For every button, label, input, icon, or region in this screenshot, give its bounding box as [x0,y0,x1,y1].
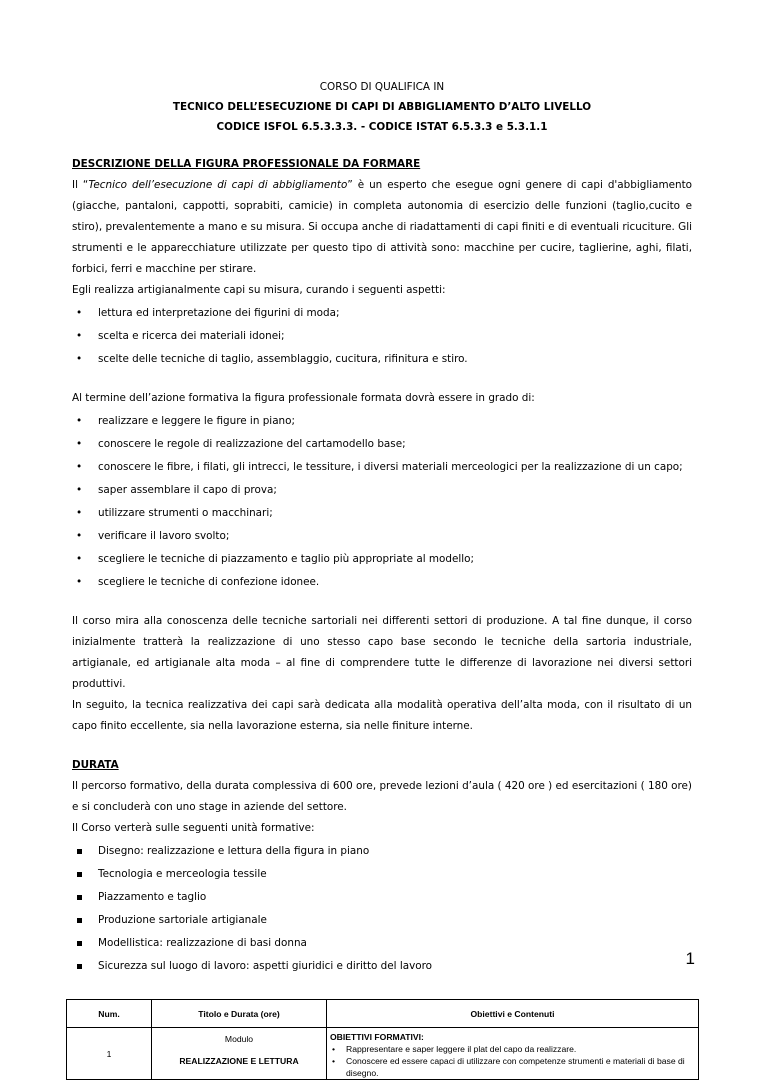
list-item [72,434,692,455]
list-item [72,526,692,547]
list-item-text: Tecnologia e merceologia tessile [98,868,267,880]
list-item-text: realizzare e leggere le figure in piano; [98,415,296,427]
bullet-icon: • [76,576,83,588]
list-item-text: scelta e ricerca dei materiali idonei; [98,330,285,342]
header-title: Titolo e Durata (ore) [152,1000,327,1028]
description-heading: DESCRIZIONE DELLA FIGURA PROFESSIONALE DA FORMARE [72,158,421,170]
list-item [72,887,692,908]
list-item [72,933,692,954]
table-row [67,1028,699,1080]
row-modulo: Modulo [224,1034,254,1044]
list-item-text: scegliere le tecniche di piazzamento e taglio più appropriate al modello; [98,553,475,565]
square-bullet-icon [77,895,82,900]
description-paragraph-4: Il corso mira alla conoscenza delle tecniche sartoriali nei differenti settori di produzione. A tal fine dunque, il corso inizialmente tratterà la realizzazione di uno stesso capo base secondo le tecniche della sartoria industriale, artigianale, ed artigianale alta moda – al fine di comprendere tutte le differenze di lavorazione nei diversi settori produttivi. [72,615,692,690]
list-item [72,956,692,977]
square-bullet-icon [77,964,82,969]
list-item [72,457,692,478]
list-item [72,303,692,324]
units-list [72,841,692,977]
row-title: REALIZZAZIONE E LETTURA [179,1056,299,1066]
bullet-icon: • [76,330,83,342]
header-objectives: Obiettivi e Contenuti [327,1000,699,1028]
bullet-icon: • [76,353,83,365]
square-bullet-icon [77,872,82,877]
description-paragraph-3: Al termine dell’azione formativa la figura professionale formata dovrà essere in grado di: [72,392,535,404]
description-paragraph-5: In seguito, la tecnica realizzativa dei capi sarà dedicata alla modalità operativa dell’alta moda, con il risultato di un capo finito eccellente, sia nella lavorazione esterna, sia nelle finiture interne. [72,699,692,732]
p1-post: ” è un esperto che esegue ogni genere di capi d'abbigliamento (giacche, pantaloni, cappotti, soprabiti, camicie) in completa autonomia di esercizio delle funzioni (taglio,cucito e stiro), prevalentemente a mano e su misura. Si occupa anche di riadattamenti di capi finiti e di eventuali ricuciture. Gli strumenti e le apparecchiature utilizzate per questo tipo di attività sono: macchine per cucire, taglierine, aghi, filati, forbici, ferri e macchine per stirare. [72,179,692,275]
list-item [72,549,692,570]
row-objectives-cell [327,1028,699,1080]
square-bullet-icon [77,918,82,923]
list-item [72,572,692,593]
list-item-text: utilizzare strumenti o macchinari; [98,507,273,519]
list-item [72,841,692,862]
skills-list [72,411,692,593]
description-paragraph-1 [72,175,692,280]
aspects-list [72,303,692,370]
list-item-text: Produzione sartoriale artigianale [98,914,267,926]
list-item-text: Piazzamento e taglio [98,891,207,903]
row-num: 1 [67,1028,152,1080]
list-item-text: lettura ed interpretazione dei figurini di moda; [98,307,340,319]
list-item-text: Conoscere ed essere capaci di utilizzare con competenze strumenti e materiali di base di disegno. [346,1056,685,1078]
p1-emphasis: Tecnico dell’esecuzione di capi di abbigliamento [88,179,348,191]
course-title: TECNICO DELL’ESECUZIONE DI CAPI DI ABBIGLIAMENTO D’ALTO LIVELLO [172,101,592,113]
list-item-text: Modellistica: realizzazione di basi donna [98,937,307,949]
course-codes: CODICE ISFOL 6.5.3.3.3. - CODICE ISTAT 6.5.3.3 e 5.3.1.1 [216,121,548,133]
list-item [72,503,692,524]
duration-heading: DURATA [72,759,119,771]
course-label: CORSO DI QUALIFICA IN [319,81,445,93]
list-item [72,864,692,885]
bullet-icon: • [76,553,83,565]
list-item [330,1043,696,1055]
bullet-icon: • [332,1056,336,1066]
duration-paragraph-1: Il percorso formativo, della durata complessiva di 600 ore, prevede lezioni d’aula ( 420 ore ) ed esercitazioni ( 180 ore) e si concluderà con uno stage in aziende del settore. [72,780,692,813]
bullet-icon: • [76,438,83,450]
document-content [72,78,692,1080]
bullet-icon: • [76,530,83,542]
bullet-icon: • [332,1044,336,1054]
list-item [72,480,692,501]
list-item [72,349,692,370]
objectives-list [330,1043,696,1079]
header-num: Num. [67,1000,152,1028]
objectives-title: OBIETTIVI FORMATIVI: [330,1032,424,1042]
list-item [72,411,692,432]
bullet-icon: • [76,415,83,427]
row-title-cell [152,1028,327,1080]
list-item-text: saper assemblare il capo di prova; [98,484,277,496]
duration-paragraph-2: Il Corso verterà sulle seguenti unità formative: [72,822,315,834]
list-item-text: verificare il lavoro svolto; [98,530,230,542]
bullet-icon: • [76,484,83,496]
description-paragraph-2: Egli realizza artigianalmente capi su misura, curando i seguenti aspetti: [72,284,446,296]
list-item [330,1055,696,1079]
square-bullet-icon [77,941,82,946]
list-item-text: conoscere le fibre, i filati, gli intrecci, le tessiture, i diversi materiali merceologici per la realizzazione di un capo; [98,461,683,473]
list-item-text: conoscere le regole di realizzazione del cartamodello base; [98,438,406,450]
list-item-text: scegliere le tecniche di confezione idonee. [98,576,320,588]
page-number: 1 [685,949,695,968]
list-item [72,910,692,931]
list-item [72,326,692,347]
list-item-text: Sicurezza sul luogo di lavoro: aspetti giuridici e diritto del lavoro [98,960,433,972]
p1-pre: Il “ [72,179,89,191]
bullet-icon: • [76,507,83,519]
bullet-icon: • [76,461,83,473]
list-item-text: Rappresentare e saper leggere il plat del capo da realizzare. [346,1044,577,1054]
table-header-row [67,1000,699,1028]
list-item-text: Disegno: realizzazione e lettura della figura in piano [98,845,370,857]
square-bullet-icon [77,849,82,854]
modules-table [66,999,699,1080]
bullet-icon: • [76,307,83,319]
list-item-text: scelte delle tecniche di taglio, assemblaggio, cucitura, rifinitura e stiro. [98,353,468,365]
